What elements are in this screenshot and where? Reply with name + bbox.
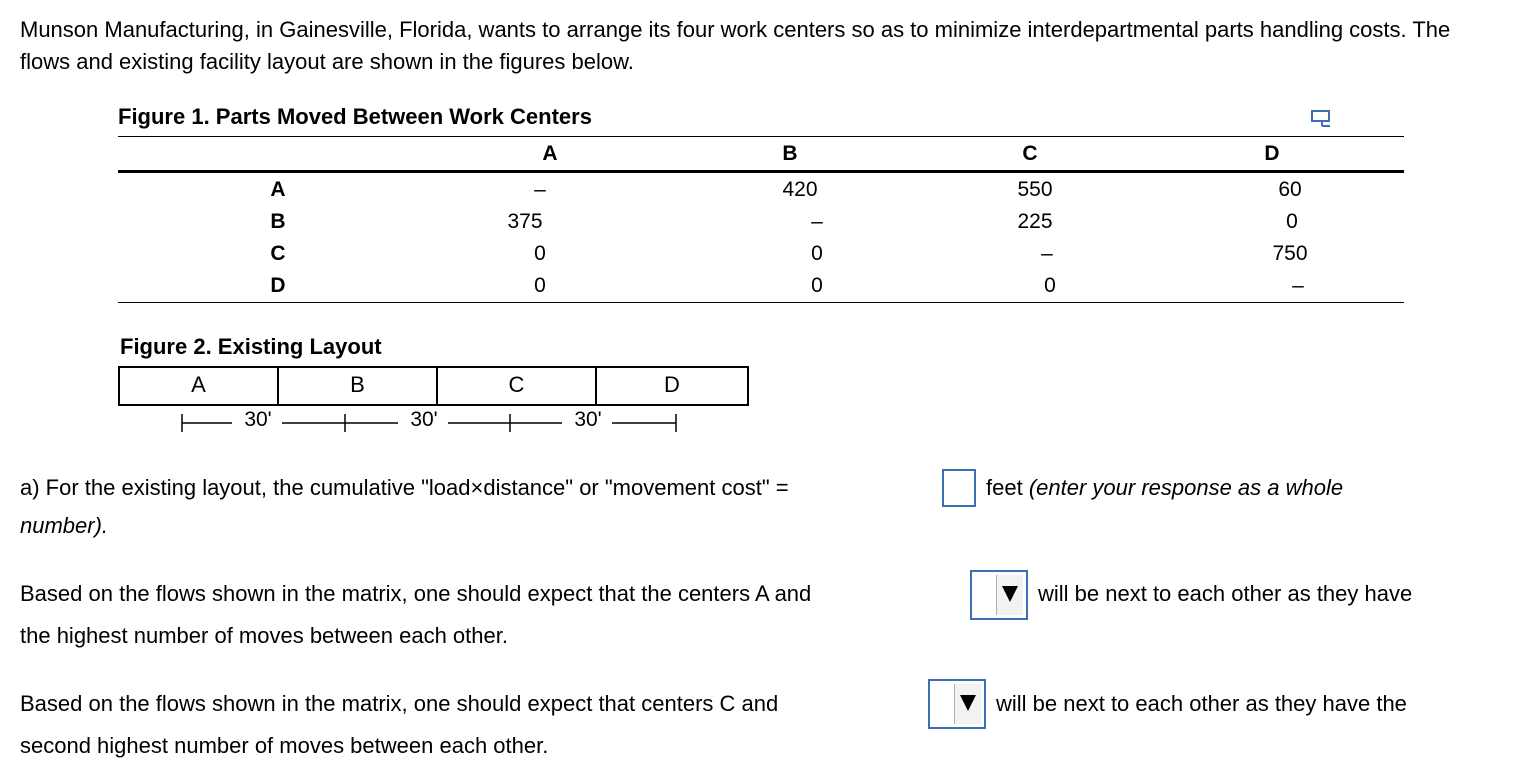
layout-center-c: C bbox=[508, 372, 525, 397]
cell-a-a: – bbox=[534, 178, 546, 201]
cell-c-d: 750 bbox=[1272, 242, 1308, 265]
response-hint: (enter your response as a whole bbox=[1028, 475, 1344, 500]
question-c-text: Based on the flows shown in the matrix, one should expect that centers C and bbox=[20, 691, 779, 716]
dropdown-arrow-button[interactable] bbox=[996, 575, 1023, 615]
cell-d-b: 0 bbox=[811, 274, 823, 297]
cell-c-a: 0 bbox=[534, 242, 546, 265]
movement-cost-input[interactable] bbox=[942, 469, 976, 507]
center-c-partner-dropdown[interactable] bbox=[928, 679, 986, 729]
cell-b-d: 0 bbox=[1286, 210, 1298, 233]
cell-d-c: 0 bbox=[1044, 274, 1056, 297]
figure1-title: Figure 1. Parts Moved Between Work Centers bbox=[118, 104, 592, 129]
row-header-b: B bbox=[270, 210, 286, 233]
cell-c-b: 0 bbox=[811, 242, 823, 265]
table-header-rule bbox=[118, 170, 1404, 173]
question-b-text-after: will be next to each other as they have bbox=[1038, 581, 1413, 606]
cell-d-d: – bbox=[1292, 274, 1304, 297]
copy-table-icon[interactable] bbox=[1310, 108, 1332, 128]
cell-b-c: 225 bbox=[1017, 210, 1053, 233]
column-header-b: B bbox=[782, 142, 798, 165]
layout-center-b: B bbox=[350, 372, 365, 397]
question-a-suffix bbox=[986, 468, 1343, 508]
column-header-c: C bbox=[1022, 142, 1038, 165]
column-header-d: D bbox=[1264, 142, 1280, 165]
layout-center-a: A bbox=[191, 372, 206, 397]
dropdown-arrow-icon bbox=[960, 695, 976, 711]
response-hint-continued: number). bbox=[20, 513, 109, 538]
problem-intro: Munson Manufacturing, in Gainesville, Florida, wants to arrange its four work centers so as to minimize interdepartmental parts handling costs. The flows and existing facility layout are shown in the figures below. bbox=[20, 17, 1451, 74]
distance-label-ab: 30' bbox=[244, 408, 272, 431]
question-a-text: a) For the existing layout, the cumulative "load×distance" or "movement cost" = bbox=[20, 475, 789, 500]
cell-a-c: 550 bbox=[1017, 178, 1053, 201]
center-a-partner-dropdown[interactable] bbox=[970, 570, 1028, 620]
question-c-text-after: will be next to each other as they have the bbox=[996, 691, 1407, 716]
table-top-rule bbox=[118, 136, 1404, 137]
cell-d-a: 0 bbox=[534, 274, 546, 297]
column-header-a: A bbox=[542, 142, 558, 165]
row-header-d: D bbox=[270, 274, 286, 297]
question-b-line2: the highest number of moves between each other. bbox=[20, 623, 508, 648]
table-bottom-rule bbox=[118, 302, 1404, 303]
figure2-title: Figure 2. Existing Layout bbox=[120, 334, 382, 359]
row-header-c: C bbox=[270, 242, 286, 265]
cell-b-b: – bbox=[811, 210, 823, 233]
cell-a-d: 60 bbox=[1278, 178, 1302, 201]
cell-c-c: – bbox=[1041, 242, 1053, 265]
existing-layout-strip bbox=[118, 366, 749, 406]
layout-center-d: D bbox=[664, 372, 680, 397]
unit-label: feet bbox=[986, 475, 1023, 500]
dropdown-arrow-button[interactable] bbox=[954, 684, 981, 724]
question-c-line2: second highest number of moves between each other. bbox=[20, 733, 549, 758]
cell-b-a: 375 bbox=[507, 210, 543, 233]
distance-label-bc: 30' bbox=[410, 408, 438, 431]
question-b-text: Based on the flows shown in the matrix, one should expect that the centers A and bbox=[20, 581, 812, 606]
dropdown-arrow-icon bbox=[1002, 586, 1018, 602]
distance-label-cd: 30' bbox=[574, 408, 602, 431]
cell-a-b: 420 bbox=[782, 178, 818, 201]
row-header-a: A bbox=[270, 178, 286, 201]
